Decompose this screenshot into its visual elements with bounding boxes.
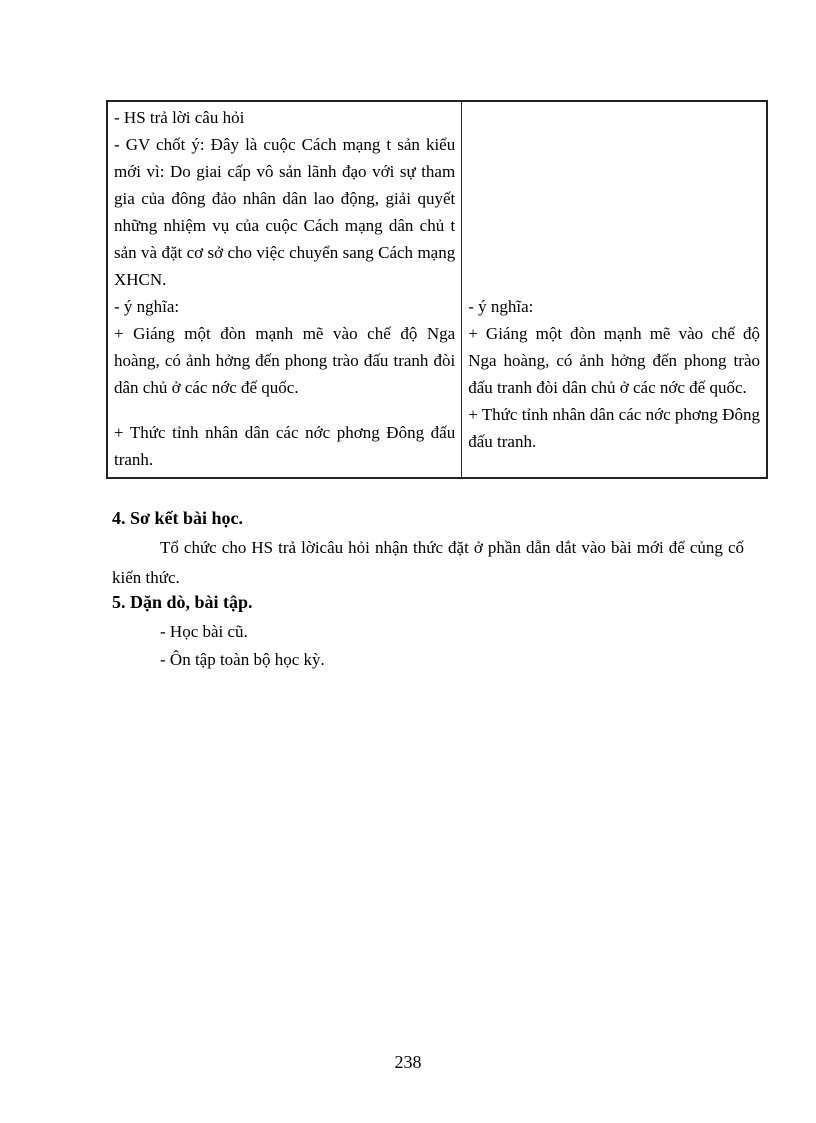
left-significance-point-2: + Thức tỉnh nhân dân các nớc phơng Đông đấu tranh.: [114, 423, 456, 469]
homework-item: - Ôn tập toàn bộ học kỳ.: [160, 650, 325, 669]
left-gv-conclusion: - GV chốt ý: Đây là cuộc Cách mạng t sản kiểu mới vì: Do giai cấp vô sản lãnh đạo với sự tham gia của đông đảo nhân dân lao động, giải quyết những nhiệm vụ của cuộc Cách mạng dân chủ t sản và đặt cơ sở cho việc chuyển sang Cách mạng XHCN.: [114, 135, 456, 289]
section-4-heading: 4. Sơ kết bài học.: [112, 508, 243, 528]
left-significance-heading: - ý nghĩa:: [114, 297, 180, 316]
table-row: [107, 101, 767, 478]
teacher-student-activity-cell: [107, 101, 462, 478]
left-significance-point-1: + Giáng một đòn mạnh mẽ vào chế độ Nga hoàng, có ảnh hởng đến phong trào đấu tranh đòi dân chủ ở các nớc đế quốc.: [114, 324, 456, 397]
empty-space: [468, 104, 760, 293]
spacer: [114, 401, 455, 419]
right-significance-point-2: + Thức tỉnh nhân dân các nớc phơng Đông đấu tranh.: [468, 405, 760, 451]
page-number: 238: [394, 1052, 422, 1072]
lesson-table: [106, 100, 768, 479]
right-significance-point-1: + Giáng một đòn mạnh mẽ vào chế độ Nga hoàng, có ảnh hởng đến phong trào đấu tranh đòi dân chủ ở các nớc đế quốc.: [468, 324, 760, 397]
knowledge-cell: [462, 101, 767, 478]
section-5-heading: 5. Dặn dò, bài tập.: [112, 592, 253, 612]
right-significance-heading: - ý nghĩa:: [468, 297, 534, 316]
homework-item: - Học bài cũ.: [160, 622, 248, 641]
left-hs-answer: - HS trả lời câu hỏi: [114, 108, 245, 127]
section-4-text: Tổ chức cho HS trả lờicâu hỏi nhận thức đặt ở phần dẫn dắt vào bài mới để củng cố kiến thức.: [112, 538, 744, 587]
